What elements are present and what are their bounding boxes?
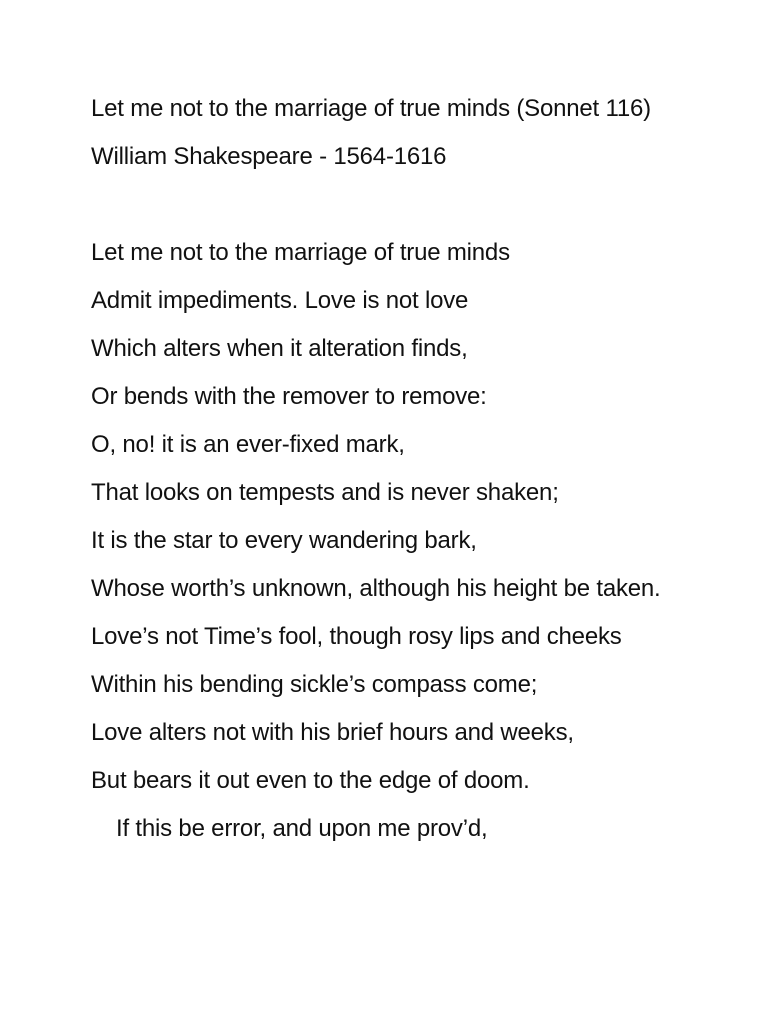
poem-content [91,92,671,860]
poem-line-2: Admit impediments. Love is not love [91,287,469,314]
poem-line-4: Or bends with the remover to remove: [91,383,487,410]
author-line: William Shakespeare - 1564-1616 [91,143,447,170]
poem-line-5: O, no! it is an ever-fixed mark, [91,431,405,458]
poem-line-9: Love’s not Time’s fool, though rosy lips and cheeks [91,623,622,650]
poem-line-10: Within his bending sickle’s compass come; [91,671,538,698]
blank-line [91,188,671,236]
poem-line-3: Which alters when it alteration finds, [91,335,468,362]
poem-line-7: It is the star to every wandering bark, [91,527,477,554]
poem-title: Let me not to the marriage of true minds (Sonnet 116) [91,95,651,122]
poem-line-12: But bears it out even to the edge of doom. [91,767,530,794]
poem-line-1: Let me not to the marriage of true minds [91,239,510,266]
poem-line-13: If this be error, and upon me prov’d, [116,815,488,842]
poem-line-6: That looks on tempests and is never shaken; [91,479,559,506]
poem-line-11: Love alters not with his brief hours and weeks, [91,719,574,746]
poem-line-8: Whose worth’s unknown, although his height be taken. [91,575,661,602]
